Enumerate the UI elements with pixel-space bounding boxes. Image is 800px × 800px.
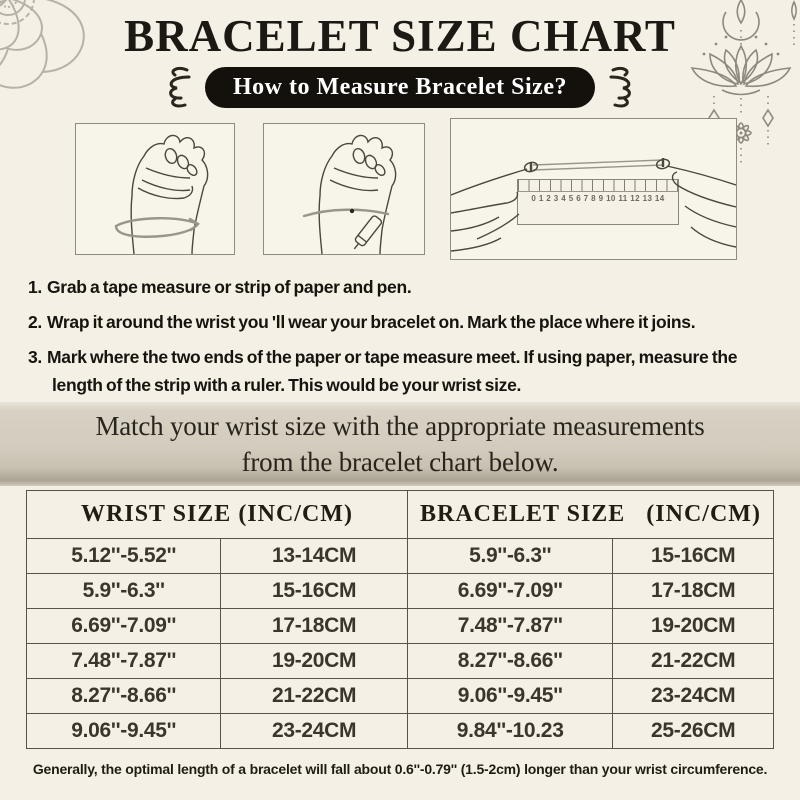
table-row [27,644,774,679]
step-text: Grab a tape measure or strip of paper and pen. [47,277,412,297]
size-cell: 7.48''-7.87'' [27,644,221,679]
banner-line-2: from the bracelet chart below. [241,447,559,477]
instruction-step-3 [28,343,780,399]
ruler-measure-illustration-icon [451,119,736,259]
table-row [27,714,774,749]
step-text: Mark where the two ends of the paper or tape measure meet. If using paper, measure the length of the strip with a ruler. This would be your wrist size. [47,347,738,395]
size-cell: 21-22CM [613,644,774,679]
ruler-numbers: 0 1 2 3 4 5 6 7 8 9 10 11 12 13 14 [531,194,665,203]
footer-note: Generally, the optimal length of a bracelet will fall about 0.6''-0.79'' (1.5-2cm) longer than your wrist circumference. [32,761,768,777]
size-cell: 6.69''-7.09'' [27,609,221,644]
squiggle-right-icon [607,65,643,109]
size-cell: 8.27''-8.66'' [27,679,221,714]
size-cell: 9.06''-9.45'' [407,679,612,714]
hand-wrap-illustration-icon [76,124,234,254]
step-text: Wrap it around the wrist you 'll wear your bracelet on. Mark the place where it joins. [47,312,696,332]
size-cell: 8.27''-8.66'' [407,644,612,679]
step-number: 3. [28,347,42,367]
size-chart-table [26,490,774,749]
instruction-step-1 [28,273,780,301]
size-cell: 23-24CM [221,714,408,749]
how-to-measure-banner [0,64,800,110]
instruction-step-2 [28,308,780,336]
match-size-banner [0,402,800,486]
table-row [27,609,774,644]
size-cell: 13-14CM [221,539,408,574]
squiggle-left-icon [157,65,193,109]
size-cell: 19-20CM [221,644,408,679]
size-cell: 17-18CM [221,609,408,644]
size-cell: 21-22CM [221,679,408,714]
size-cell: 5.9''-6.3'' [407,539,612,574]
size-cell: 17-18CM [613,574,774,609]
page-title: BRACELET SIZE CHART [124,11,676,61]
size-cell: 9.06''-9.45'' [27,714,221,749]
size-cell: 5.12''-5.52'' [27,539,221,574]
instructions-list [28,273,780,406]
size-cell: 25-26CM [613,714,774,749]
table-row [27,679,774,714]
step-number: 2. [28,312,42,332]
how-to-measure-pill: How to Measure Bracelet Size? [205,67,595,108]
table-header-row [27,491,774,539]
size-cell: 15-16CM [221,574,408,609]
bracelet-size-header: BRACELET SIZE (INC/CM) [407,491,773,539]
illustration-wrap-wrist [75,123,235,255]
step-number: 1. [28,277,42,297]
table-row [27,539,774,574]
banner-line-1: Match your wrist size with the appropriate measurements [95,411,705,441]
size-cell: 19-20CM [613,609,774,644]
size-cell: 15-16CM [613,539,774,574]
wrist-size-header: WRIST SIZE (INC/CM) [27,491,408,539]
size-cell: 5.9''-6.3'' [27,574,221,609]
size-cell: 6.69''-7.09'' [407,574,612,609]
illustration-mark-wrist [263,123,425,255]
size-cell: 9.84''-10.23 [407,714,612,749]
illustration-measure-ruler [450,118,737,260]
hand-mark-illustration-icon [264,124,424,254]
table-row [27,574,774,609]
size-cell: 23-24CM [613,679,774,714]
size-cell: 7.48''-7.87'' [407,609,612,644]
